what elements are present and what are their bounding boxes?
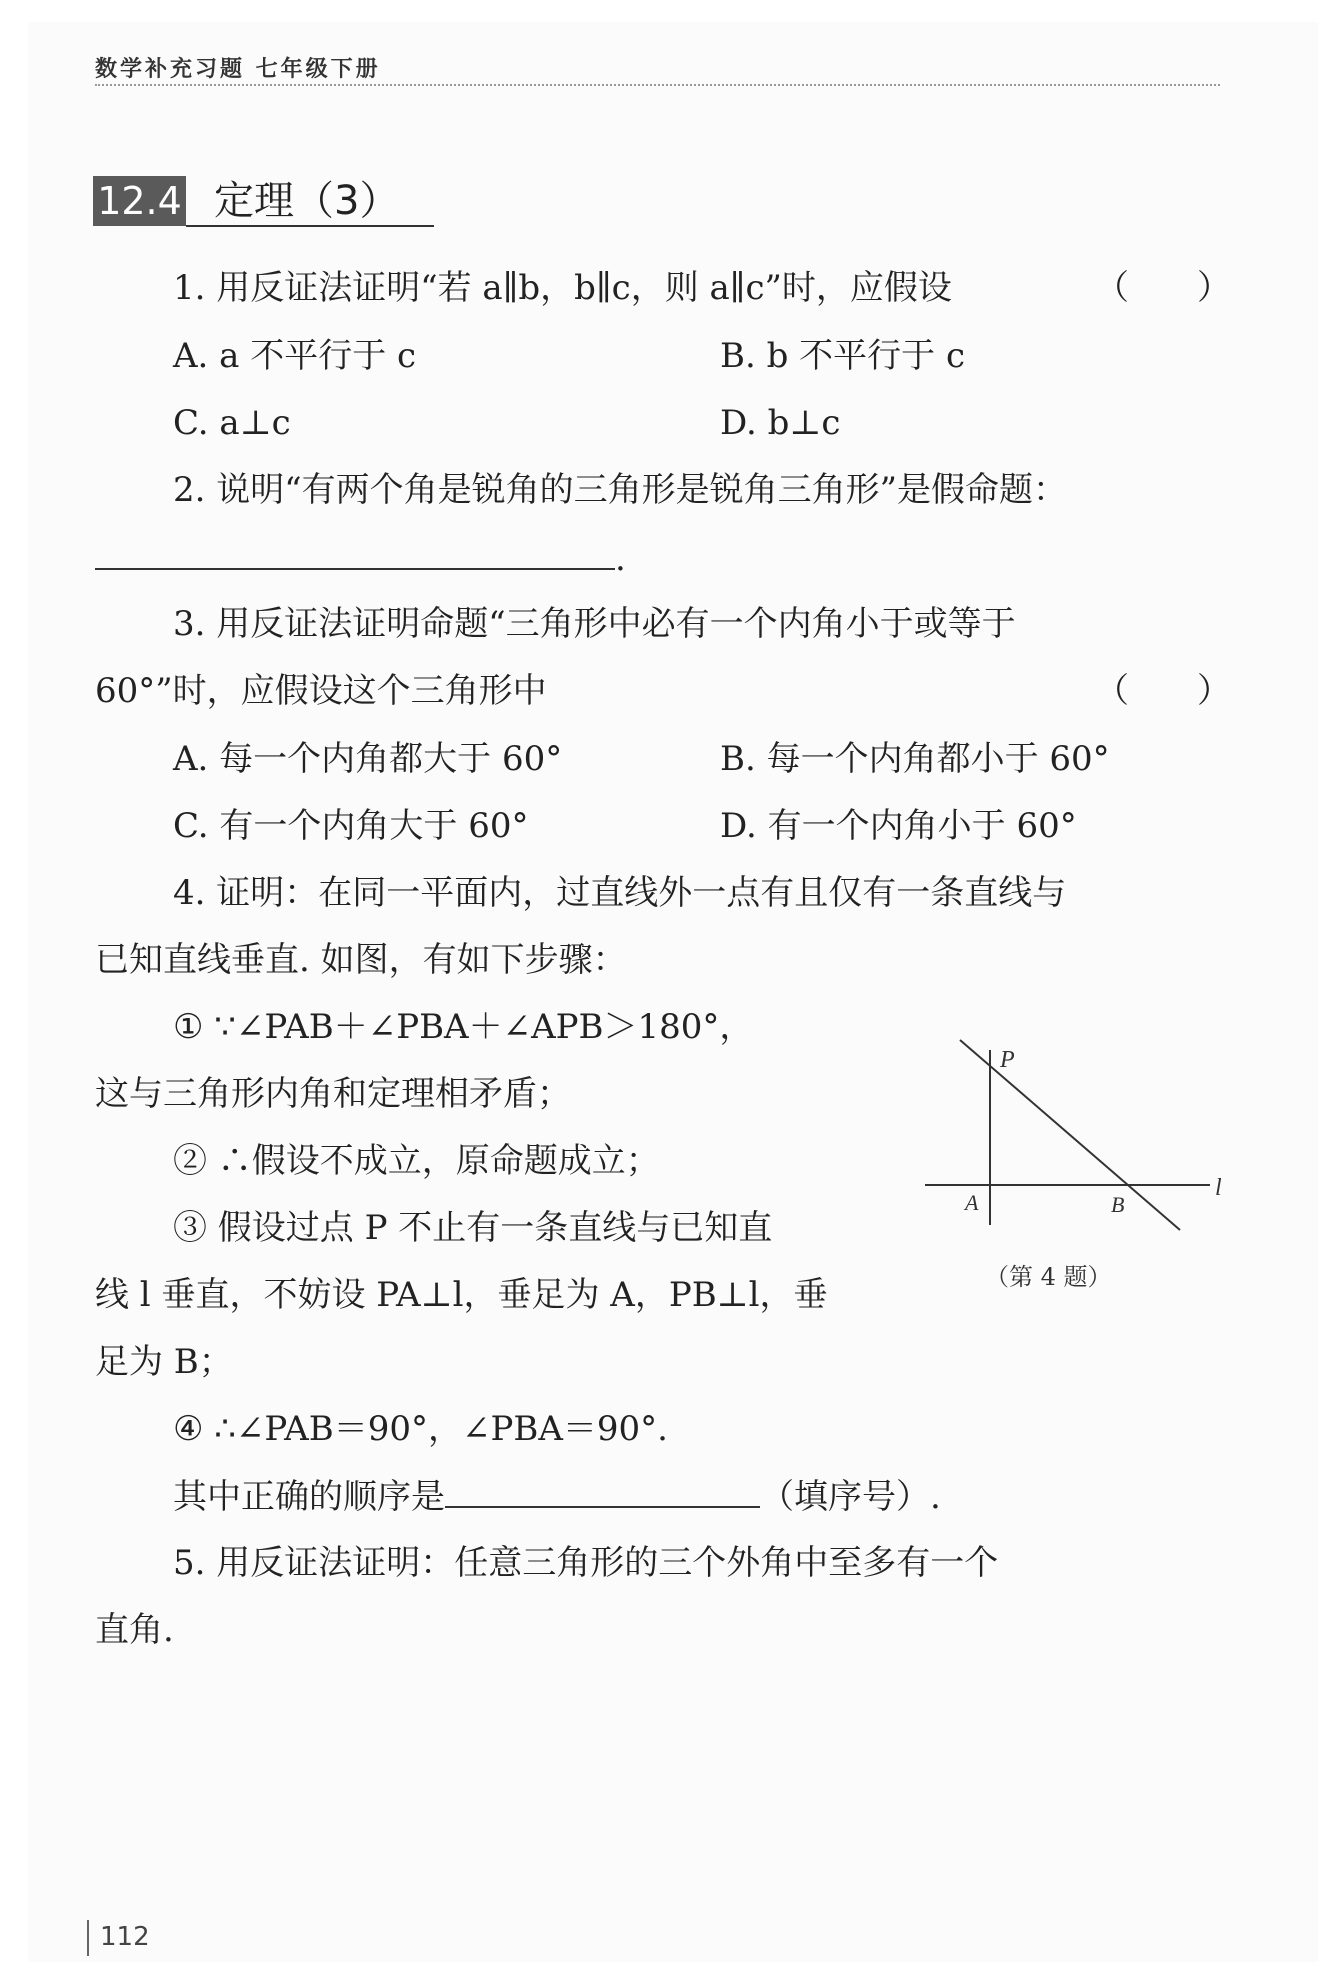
q5-stem-line2: 直角. <box>95 1610 174 1650</box>
q4-step4: ④ ∴∠PAB＝90°，∠PBA＝90°. <box>173 1409 668 1449</box>
label-l: l <box>1215 1175 1222 1201</box>
q1-answer-paren: （ ） <box>1095 268 1231 308</box>
q2-answer-line <box>95 538 626 579</box>
q1-option-a: A. a 不平行于 c <box>173 336 417 376</box>
q2-blank[interactable] <box>95 538 615 570</box>
q5-stem-line1: 5. 用反证法证明：任意三角形的三个外角中至多有一个 <box>173 1543 999 1583</box>
q4-order-suffix: （填序号）. <box>760 1477 941 1517</box>
q1-option-d: D. b⊥c <box>720 403 841 443</box>
q4-order-blank[interactable] <box>445 1476 760 1508</box>
q1-option-b: B. b 不平行于 c <box>720 336 966 376</box>
section-underline <box>186 225 434 227</box>
q1-option-c: C. a⊥c <box>173 403 291 443</box>
label-p: P <box>1000 1047 1015 1073</box>
q3-option-b: B. 每一个内角都小于 60° <box>720 739 1110 779</box>
section-number: 12.4 <box>93 176 186 226</box>
q3-stem-line2: 60°”时，应假设这个三角形中 <box>95 671 547 711</box>
q4-order-prefix: 其中正确的顺序是 <box>173 1477 445 1517</box>
q4-step2: ② ∴假设不成立，原命题成立； <box>173 1141 660 1181</box>
page-background <box>28 22 1318 1962</box>
q4-step1-line1: ① ∵∠PAB＋∠PBA＋∠APB＞180°， <box>173 1007 754 1047</box>
section-title: 定理（3） <box>214 178 400 224</box>
line-pb <box>960 1040 1180 1230</box>
label-b: B <box>1111 1192 1125 1217</box>
q2-stem: 2. 说明“有两个角是锐角的三角形是锐角三角形”是假命题： <box>173 470 1068 510</box>
header-divider <box>95 84 1220 86</box>
figure-caption: （第 4 题） <box>985 1263 1112 1291</box>
q3-stem-line1: 3. 用反证法证明命题“三角形中必有一个内角小于或等于 <box>173 604 1016 644</box>
q3-option-c: C. 有一个内角大于 60° <box>173 806 529 846</box>
q3-answer-paren: （ ） <box>1095 671 1231 711</box>
page-number-bar <box>87 1920 89 1956</box>
q4-stem-line2: 已知直线垂直. 如图，有如下步骤： <box>95 940 627 980</box>
q3-option-a: A. 每一个内角都大于 60° <box>173 739 563 779</box>
page-number: 112 <box>100 1922 150 1952</box>
q4-figure <box>915 1030 1245 1320</box>
running-header: 数学补充习题 七年级下册 <box>95 57 381 82</box>
q4-step1-line2: 这与三角形内角和定理相矛盾； <box>95 1074 571 1114</box>
q4-step3-line1: ③ 假设过点 P 不止有一条直线与已知直 <box>173 1208 773 1248</box>
q4-step3-line2: 线 l 垂直，不妨设 PA⊥l，垂足为 A，PB⊥l，垂 <box>95 1275 828 1315</box>
q4-stem-line1: 4. 证明：在同一平面内，过直线外一点有且仅有一条直线与 <box>173 873 1067 913</box>
q4-order-line <box>173 1476 941 1517</box>
q4-step3-line3: 足为 B； <box>95 1342 233 1382</box>
q3-option-d: D. 有一个内角小于 60° <box>720 806 1077 846</box>
q1-stem: 1. 用反证法证明“若 a∥b，b∥c，则 a∥c”时，应假设 <box>173 268 952 308</box>
q2-period: . <box>615 539 626 579</box>
label-a: A <box>965 1190 979 1215</box>
